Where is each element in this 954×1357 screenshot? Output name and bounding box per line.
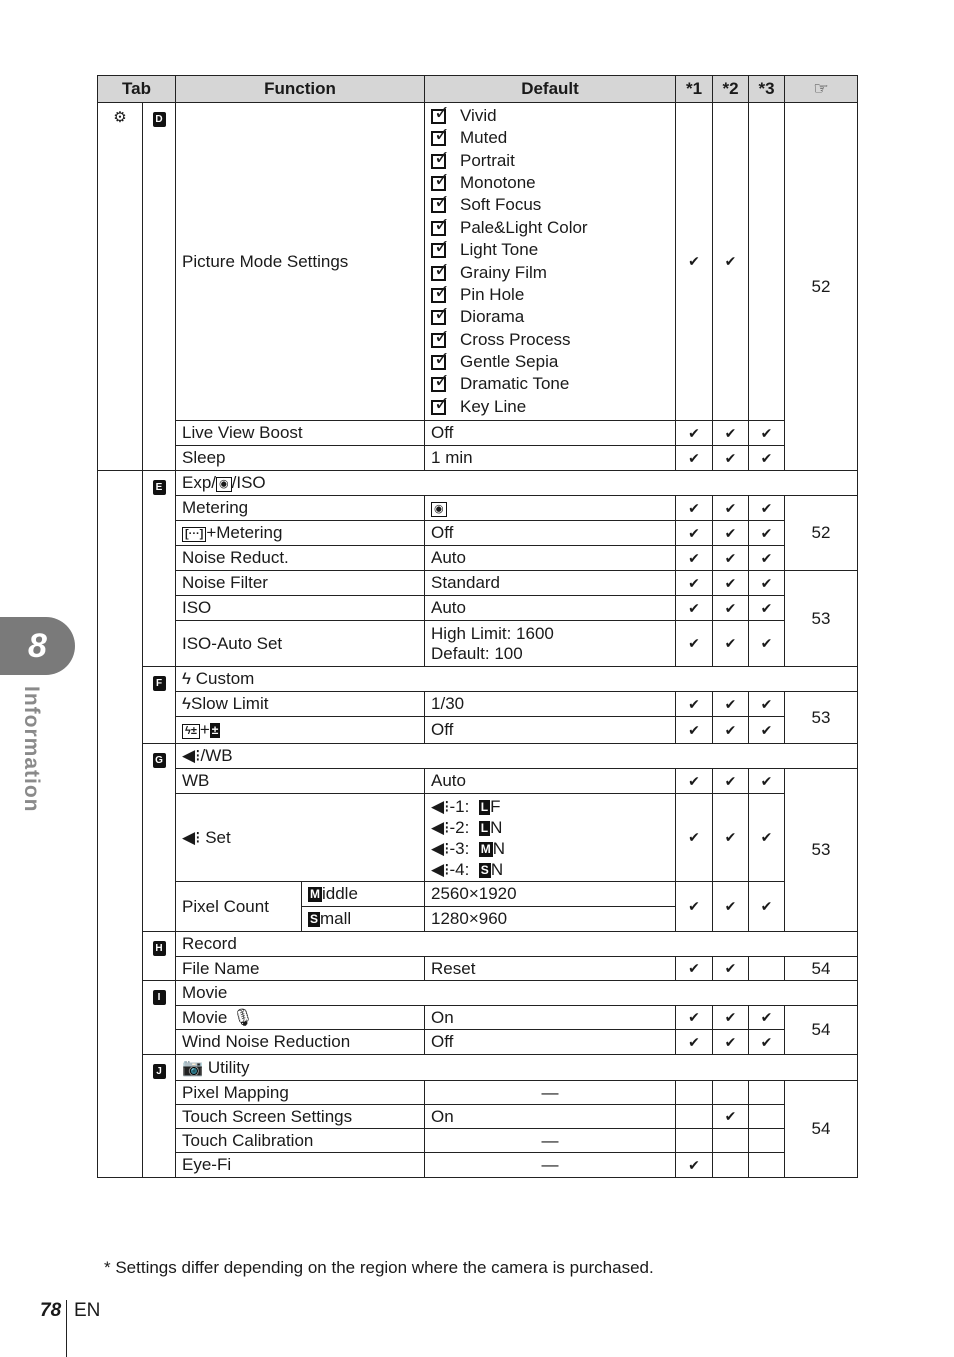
metering-icon: ◉ <box>431 502 447 517</box>
table-row: Noise Reduct. Auto ✔ ✔ ✔ <box>98 546 858 571</box>
list-item: ◀⁝-4: S N <box>431 859 504 879</box>
picture-mode-list <box>425 103 676 421</box>
check-mark-icon: ✔ <box>713 596 749 621</box>
flash-icon: ϟ <box>182 669 191 688</box>
header-c1: *1 <box>676 76 713 103</box>
page-ref: 53 <box>785 571 858 667</box>
table-row: File Name Reset ✔ ✔ 54 <box>98 957 858 981</box>
check-mark-icon: ✔ <box>676 1006 713 1030</box>
section-title: ◀⁝/WB <box>176 744 858 769</box>
checkbox-icon <box>431 243 446 258</box>
list-item: ◀⁝-2: L N <box>431 817 503 837</box>
check-mark-icon: ✔ <box>749 1030 785 1055</box>
section-row <box>98 1055 858 1081</box>
check-mark-icon: ✔ <box>713 1030 749 1055</box>
section-title: Exp/ ◉ /ISO <box>176 471 858 496</box>
table-row: ◀⁝ Set ◀⁝-1: L F ◀⁝-2: L N ◀⁝-3: M N ◀⁝-4: S N ✔ ✔ ✔ <box>98 794 858 882</box>
microphone-icon: 🎙 <box>232 1007 254 1027</box>
tab-g-icon: G <box>143 744 176 932</box>
list-item: ✓Monotone <box>431 172 669 194</box>
check-mark-icon: ✔ <box>676 571 713 596</box>
header-function: Function <box>176 76 425 103</box>
check-mark-icon: ✔ <box>713 521 749 546</box>
check-mark-icon: ✔ <box>676 1153 713 1178</box>
page-number: 78 <box>40 1300 62 1321</box>
table-row: Touch Screen Settings On ✔ <box>98 1105 858 1129</box>
list-item: ✓Key Line <box>431 396 669 418</box>
page-ref: 53 <box>785 769 858 932</box>
tab-i-icon: I <box>143 981 176 1055</box>
footnote: * Settings differ depending on the region where the camera is purchased. <box>104 1258 654 1277</box>
quality-icon: ◀⁝ <box>431 859 450 879</box>
flash-icon: ϟ <box>182 694 191 713</box>
check-mark-icon: ✔ <box>713 446 749 471</box>
check-mark-icon: ✔ <box>676 692 713 717</box>
section-row <box>98 667 858 692</box>
list-item: ✓Grainy Film <box>431 262 669 284</box>
check-mark-icon: ✔ <box>749 521 785 546</box>
settings-table <box>97 75 858 1178</box>
check-mark-icon: ✔ <box>749 794 785 882</box>
table-row: Pixel Mapping — 54 <box>98 1081 858 1105</box>
table-row: ϟSlow Limit 1/30 ✔ ✔ ✔ 53 <box>98 692 858 717</box>
section-row <box>98 471 858 496</box>
checkbox-icon <box>431 131 446 146</box>
camera-icon: 📷 <box>182 1057 204 1077</box>
check-mark-icon: ✔ <box>713 571 749 596</box>
section-title: ϟ Custom <box>176 667 858 692</box>
check-mark-icon: ✔ <box>676 794 713 882</box>
check-mark-icon: ✔ <box>676 957 713 981</box>
check-mark-icon: ✔ <box>676 103 713 421</box>
check-mark-icon: ✔ <box>749 421 785 446</box>
section-title: Record <box>176 932 858 957</box>
check-mark-icon: ✔ <box>749 621 785 667</box>
list-item: ✓Pale&Light Color <box>431 217 669 239</box>
check-mark-icon: ✔ <box>749 546 785 571</box>
header-c2: *2 <box>713 76 749 103</box>
section-title: 📷 Utility <box>176 1055 858 1081</box>
section-title: Movie <box>176 981 858 1006</box>
header-default: Default <box>425 76 676 103</box>
table-row: Noise Filter Standard ✔ ✔ ✔ 53 <box>98 571 858 596</box>
checkbox-icon <box>431 288 446 303</box>
list-item: ✓Light Tone <box>431 239 669 261</box>
list-item: ✓Gentle Sepia <box>431 351 669 373</box>
check-mark-icon: ✔ <box>676 717 713 744</box>
af-area-icon: [···] <box>182 527 206 542</box>
check-mark-icon: ✔ <box>676 596 713 621</box>
list-item: ◀⁝-3: M N <box>431 838 506 858</box>
check-mark-icon: ✔ <box>676 621 713 667</box>
list-item: ✓Vivid <box>431 105 669 127</box>
check-mark-icon: ✔ <box>749 571 785 596</box>
list-item: ✓Muted <box>431 127 669 149</box>
checkbox-icon <box>431 198 446 213</box>
list-item: ✓Portrait <box>431 150 669 172</box>
check-mark-icon: ✔ <box>713 421 749 446</box>
check-mark-icon: ✔ <box>676 521 713 546</box>
check-mark-icon: ✔ <box>713 103 749 421</box>
checkbox-icon <box>431 109 446 124</box>
page-ref: 54 <box>785 1006 858 1055</box>
chapter-label: Information <box>20 686 43 813</box>
table-row: ϟ± + ± Off ✔ ✔ ✔ <box>98 717 858 744</box>
check-mark-icon: ✔ <box>713 1006 749 1030</box>
table-row: Wind Noise Reduction Off ✔ ✔ ✔ <box>98 1030 858 1055</box>
check-mark-icon: ✔ <box>749 596 785 621</box>
quality-icon: ◀⁝ <box>182 827 201 847</box>
chapter-tab: 8 <box>0 617 75 675</box>
list-item: ✓Dramatic Tone <box>431 373 669 395</box>
check-mark-icon: ✔ <box>749 1006 785 1030</box>
page-ref: 53 <box>785 692 858 744</box>
checkbox-icon <box>431 377 446 392</box>
checkbox-icon <box>431 176 446 191</box>
check-mark-icon: ✔ <box>713 794 749 882</box>
language-label: EN <box>74 1300 101 1321</box>
check-mark-icon: ✔ <box>749 692 785 717</box>
table-row: Eye-Fi — ✔ <box>98 1153 858 1178</box>
checkbox-icon <box>431 221 446 236</box>
quality-icon: ◀⁝ <box>182 746 201 765</box>
check-mark-icon: ✔ <box>676 446 713 471</box>
header-c3: *3 <box>749 76 785 103</box>
check-mark-icon: ✔ <box>749 769 785 794</box>
table-row: ISO-Auto Set High Limit: 1600 Default: 100 ✔ ✔ ✔ <box>98 621 858 667</box>
checkbox-icon <box>431 266 446 281</box>
page-ref: 52 <box>785 496 858 571</box>
checkbox-icon <box>431 400 446 415</box>
flash-comp-icon: ϟ± <box>182 724 200 739</box>
table-row <box>98 103 858 421</box>
section-row <box>98 981 858 1006</box>
tab-h-icon: H <box>143 932 176 981</box>
check-mark-icon: ✔ <box>676 546 713 571</box>
table-row: ISO Auto ✔ ✔ ✔ <box>98 596 858 621</box>
page-ref: 52 <box>785 103 858 471</box>
gear-icon: ⚙ <box>98 103 143 471</box>
checkbox-icon <box>431 333 446 348</box>
table-row: [···] +Metering Off ✔ ✔ ✔ <box>98 521 858 546</box>
check-mark-icon: ✔ <box>676 421 713 446</box>
check-mark-icon: ✔ <box>713 546 749 571</box>
quality-icon: ◀⁝ <box>431 796 450 816</box>
divider <box>66 1300 67 1357</box>
check-mark-icon: ✔ <box>676 1030 713 1055</box>
list-item: ✓Soft Focus <box>431 194 669 216</box>
table-row: Live View Boost Off ✔ ✔ ✔ <box>98 421 858 446</box>
list-item: ✓Cross Process <box>431 329 669 351</box>
table-row: Movie 🎙 On ✔ ✔ ✔ 54 <box>98 1006 858 1030</box>
table-row: Sleep 1 min ✔ ✔ ✔ <box>98 446 858 471</box>
table-row: Metering ◉ ✔ ✔ ✔ 52 <box>98 496 858 521</box>
check-mark-icon: ✔ <box>713 692 749 717</box>
metering-icon: ◉ <box>216 477 232 492</box>
list-item: ✓Diorama <box>431 306 669 328</box>
check-mark-icon: ✔ <box>713 957 749 981</box>
checkbox-icon <box>431 154 446 169</box>
checkbox-icon <box>431 310 446 325</box>
section-row <box>98 744 858 769</box>
check-mark-icon: ✔ <box>749 496 785 521</box>
tab-d-icon: D <box>143 103 176 471</box>
check-mark-icon: ✔ <box>713 1105 749 1129</box>
check-mark-icon: ✔ <box>676 496 713 521</box>
check-mark-icon: ✔ <box>749 717 785 744</box>
tab-f-icon: F <box>143 667 176 744</box>
table-row: Touch Calibration — <box>98 1129 858 1153</box>
check-mark-icon: ✔ <box>749 446 785 471</box>
check-mark-icon: ✔ <box>713 882 749 932</box>
quality-icon: ◀⁝ <box>431 817 450 837</box>
tab-e-icon: E <box>143 471 176 667</box>
page-ref: 54 <box>785 957 858 981</box>
table-row: WB Auto ✔ ✔ ✔ 53 <box>98 769 858 794</box>
tab-j-icon: J <box>143 1055 176 1178</box>
header-tab: Tab <box>98 76 176 103</box>
check-mark-icon: ✔ <box>713 717 749 744</box>
check-mark-icon: ✔ <box>676 769 713 794</box>
page-ref: 54 <box>785 1081 858 1178</box>
check-mark-icon: ✔ <box>713 769 749 794</box>
list-item: ◀⁝-1: L F <box>431 796 501 816</box>
section-row <box>98 932 858 957</box>
checkbox-icon <box>431 355 446 370</box>
check-mark-icon: ✔ <box>676 882 713 932</box>
table-row: S mall 1280×960 <box>98 907 858 932</box>
table-row: Pixel Count M iddle 2560×1920 ✔ ✔ ✔ <box>98 882 858 907</box>
exposure-comp-icon: ± <box>211 723 219 737</box>
check-mark-icon: ✔ <box>713 621 749 667</box>
check-mark-icon: ✔ <box>713 496 749 521</box>
function-picture-mode: Picture Mode Settings <box>176 103 425 421</box>
check-mark-icon: ✔ <box>749 882 785 932</box>
quality-icon: ◀⁝ <box>431 838 450 858</box>
reference-icon: ☞ <box>785 76 858 103</box>
list-item: ✓Pin Hole <box>431 284 669 306</box>
